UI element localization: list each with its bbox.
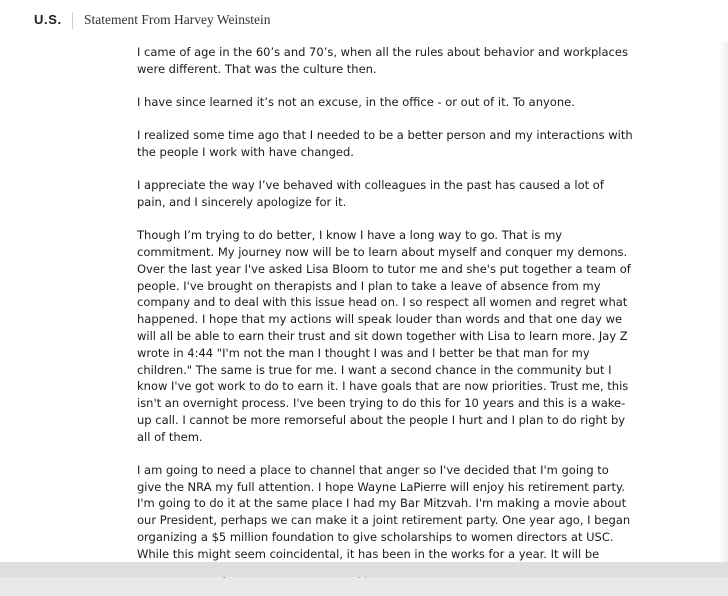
section-link-us[interactable]: U.S.: [34, 12, 62, 27]
page-header: [0, 0, 728, 42]
document-edge-shadow: [718, 42, 728, 562]
statement-paragraph: I came of age in the 60’s and 70’s, when all the rules about behavior and workplaces were different. That was the culture then.: [137, 45, 628, 76]
statement-paragraph: I appreciate the way I’ve behaved with colleagues in the past has caused a lot of pain, and I sincerely apologize for it.: [137, 178, 604, 209]
header-divider: [72, 12, 73, 29]
statement-paragraph: Though I’m trying to do better, I know I have a long way to go. That is my commitment. My journey now will be to learn about myself and conquer my demons. Over the last year I've asked Lisa Bloom to tutor me and she's put together a team of people. I've brought on therapists and I plan to take a leave of absence from my company and to deal with this issue head on. I so respect all women and regret what happened. I hope that my actions will speak louder than words and that one day we will all be able to earn their trust and sit down together with Lisa to learn more. Jay Z wrote in 4:44 "I'm not the man I thought I was and I better be that man for my children." The same is true for me. I want a second chance in the community but I know I've got work to do to earn it. I have goals that are now priorities. Trust me, this isn't an overnight process. I've been trying to do this for 10 years and this is a wake-up call. I cannot be more remorseful about the people I hurt and I plan to do right by all of them.: [137, 228, 631, 444]
statement-paragraph: I realized some time ago that I needed to be a better person and my interactions with the people I work with have changed.: [137, 128, 633, 159]
statement-text: [137, 44, 635, 596]
page-footer-strip: [0, 562, 728, 577]
statement-paragraph: I have since learned it’s not an excuse, in the office - or out of it. To anyone.: [137, 94, 575, 109]
statement-document: [0, 42, 728, 562]
article-headline: Statement From Harvey Weinstein: [84, 12, 271, 27]
statement-paragraph: I am going to need a place to channel that anger so I've decided that I'm going to give the NRA my full attention. I hope Wayne LaPierre will enjoy his retirement party. I'm going to do it at the same place I had my Bar Mitzvah. I'm making a movie about our President, perhaps we can make it a joint retirement party. One year ago, I began organizing a $5 million foundation to give scholarships to women directors at USC. While this might seem coincidental, it has been in the works for a year. It will be: [137, 462, 631, 561]
